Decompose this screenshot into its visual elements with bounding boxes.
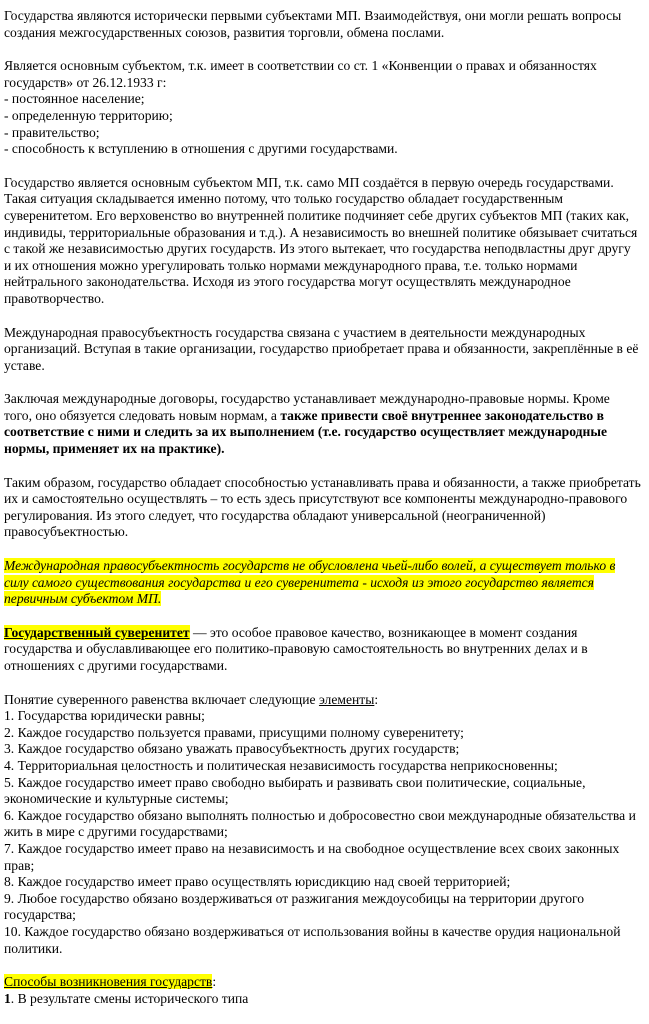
list-item: 7. Каждое государство имеет право на независимость и на свободное осуществление всех своих законных прав; <box>4 840 620 873</box>
list-item: 3. Каждое государство обязано уважать правосубъектность других государств; <box>4 741 460 757</box>
list-item: - постоянное население; <box>4 91 145 107</box>
paragraph-universal-legal-personality: Таким образом, государство обладает способностью устанавливать права и обязанности, а также приобретать их и самостоятельно осуществлять – то есть здесь присутствуют все компоненты международно-правового регулирования. Из этого следует, что государства обладают универсальной (неограниченной) правосубъектностью. <box>4 474 641 540</box>
sovereignty-term: Государственный суверенитет <box>4 624 190 640</box>
paragraph-states-first-subjects: Государства являются исторически первыми субъектами МП. Взаимодействуя, они могли решать вопросы создания межгосударственных союзов, развития торговли, обмена послами. <box>4 8 622 40</box>
convention-criteria-list <box>4 91 641 157</box>
item-number: 1 <box>4 990 11 1006</box>
list-item: - определенную территорию; <box>4 107 173 123</box>
paragraph-primary-subject-highlight <box>4 558 641 608</box>
paragraph-convention-intro: Является основным субъектом, т.к. имеет в соответствии со ст. 1 «Конвенции о правах и обязанностях государств» от 26.12.1933 г: <box>4 58 597 90</box>
heading-colon: : <box>212 974 217 990</box>
paragraph-main-subject: Государство является основным субъектом МП, т.к. само МП создаётся в первую очередь государствами. Такая ситуация складывается именно потому, что только государство обладает государственным суверенитетом. Его верховенство во внутренней политике подчиняет себе других субъектов МП (таких как, индивиды, территориальные образования и т.д.). А независимость во внешней политике обязывает считаться с такой же независимостью других государств. Из этого вытекает, что государства неподвластны друг другу и их отношения можно урегулировать только нормами международного права, т.е. только нормами нейтрального законодательства. Исходя из этого государства могут осуществлять международное правотворчество. <box>4 174 638 306</box>
item-text: . В результате смены исторического типа <box>10 990 249 1006</box>
paragraph-treaties <box>4 391 641 457</box>
elements-term: элементы <box>318 691 375 707</box>
list-item: - способность к вступлению в отношения с другими государствами. <box>4 141 398 157</box>
paragraph-state-sovereignty <box>4 625 641 675</box>
list-item: 5. Каждое государство имеет право свободно выбирать и развивать свои политические, социальные, экономические и культурные системы; <box>4 774 586 807</box>
paragraph-state-emergence-heading <box>4 974 641 991</box>
list-item: 10. Каждое государство обязано воздерживаться от использования войны в качестве орудия национальной политики. <box>4 923 621 956</box>
list-item: 1. Государства юридически равны; <box>4 708 205 724</box>
sovereign-equality-text: Понятие суверенного равенства включает следующие <box>4 691 319 707</box>
paragraph-sovereign-equality-intro <box>4 692 641 709</box>
list-item: 8. Каждое государство имеет право осуществлять юрисдикцию над своей территорией; <box>4 874 511 890</box>
sovereignty-definition: — это особое правовое качество, возникающее в момент создания государства и обуславливающее его политико-правовую самостоятельность во внутренних делах и в отношениях с другими государствами. <box>4 624 588 673</box>
list-item: - правительство; <box>4 124 100 140</box>
highlighted-italic-text: Международная правосубъектность государств не обусловлена чьей-либо волей, а существует только в силу самого существования государства и его суверенитета - исходя из этого государство является первичным субъектом МП. <box>4 558 616 607</box>
sovereign-equality-elements-list <box>4 708 641 957</box>
paragraph-emergence-way-1 <box>4 991 641 1008</box>
list-item: 2. Каждое государство пользуется правами, присущими полному суверенитету; <box>4 724 464 740</box>
colon: : <box>374 691 379 707</box>
treaties-text: Заключая международные договоры, государство устанавливает международно-правовые нормы. Кроме того, оно обязуется следовать новым нормам, а <box>4 391 610 423</box>
paragraph-international-organizations: Международная правосубъектность государства связана с участием в деятельности международных организаций. Вступая в такие организации, государство приобретает права и обязанности, закреплённые в её уставе. <box>4 324 639 373</box>
list-item: 9. Любое государство обязано воздерживаться от разжигания междоусобицы на территории другого государства; <box>4 890 585 923</box>
list-item: 6. Каждое государство обязано выполнять полностью и добросовестно свои международные обязательства и жить в мире с другими государствами; <box>4 807 636 840</box>
emergence-heading: Способы возникновения государств <box>4 974 213 990</box>
treaties-bold-text: также привести своё внутреннее законодательство в соответствие с ними и следить за их выполнением (т.е. государство осуществляет международные нормы, применяет их на практике). <box>4 407 607 457</box>
list-item: 4. Территориальная целостность и политическая независимость государства неприкосновенны; <box>4 757 558 773</box>
